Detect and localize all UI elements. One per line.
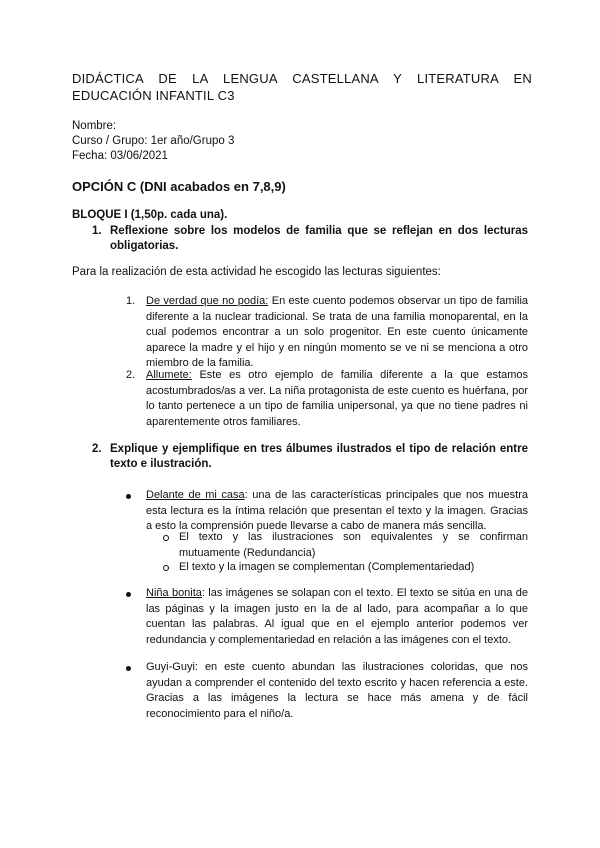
album-text (146, 488, 528, 535)
student-meta (72, 119, 234, 164)
name-line: Nombre: (72, 120, 117, 132)
question-number: 2. (92, 443, 102, 455)
album-item (126, 660, 528, 724)
album-body: : en este cuento abundan las ilustraciones coloridas, que nos ayudan a comprender el contenido del texto escrito y hacen referencia a este. Gracias a las imágenes la lectura se hace más amena y de fácil reconocimiento para el niño/a. (146, 661, 528, 720)
album-title: Guyi-Guyi (146, 661, 195, 673)
album-text (146, 586, 528, 648)
reading-body: Este es otro ejemplo de familia diferente a la que estamos acostumbrados/as a ver. La niña protagonista de este cuento es huérfana, por lo tanto pertenece a un tipo de familia unipersonal, ya que no tiene padres ni aparentemente otros familiares. (146, 369, 528, 428)
bullet-icon (126, 666, 131, 671)
date-line: Fecha: 03/06/2021 (72, 150, 168, 162)
question-number: 1. (92, 225, 102, 237)
album-item (126, 586, 528, 650)
reading-item (126, 294, 529, 369)
item-number: 2. (126, 369, 136, 381)
question-2 (92, 442, 528, 474)
reading-item (126, 368, 528, 432)
intro-paragraph: Para la realización de esta actividad he escogido las lecturas siguientes: (72, 266, 441, 278)
sub-point-text: El texto y las ilustraciones son equivalentes y se confirman mutuamente (Redundancia) (179, 531, 528, 559)
album-body: : una de las características principales que nos muestra esta lectura es la íntima relación que presentan el texto y la imagen. Gracias a esto la comprensión puede llevarse a cabo de manera más sencilla. (146, 489, 528, 532)
question-text: Reflexione sobre los modelos de familia que se reflejan en dos lecturas obligatorias. (110, 225, 528, 252)
album-title: Delante de mi casa (146, 489, 245, 501)
reading-title: Allumete: (146, 369, 192, 381)
course-line: Curso / Grupo: 1er año/Grupo 3 (72, 135, 235, 147)
question-text: Explique y ejemplifique en tres álbumes ilustrados el tipo de relación entre texto e ilustración. (110, 443, 528, 470)
sub-point-text: El texto y la imagen se complementan (Complementariedad) (179, 561, 475, 573)
album-text (146, 660, 528, 722)
sub-point (163, 560, 528, 576)
album-item (126, 488, 528, 536)
item-number: 1. (126, 295, 136, 307)
album-body: : las imágenes se solapan con el texto. El texto se sitúa en una de las páginas y la imagen justo en la de al lado, para acompañar a lo que cuentan las palabras. Al igual que en el ejemplo anterior podemos ver redundancia y complementariedad en relación a las imágenes con el texto. (146, 587, 528, 646)
reading-body: En este cuento podemos observar un tipo de familia diferente a la nuclear tradicional. Se trata de una familia monoparental, en la cual podemos encontrar a un solo progenitor. En este cuento únicamente aparece la madre y el hijo y en ningún momento se ve ni se menciona a otro miembro de la familia. (146, 295, 529, 369)
album-title: Niña bonita (146, 587, 202, 599)
circle-bullet-icon (163, 535, 169, 541)
option-heading: OPCIÓN C (DNI acabados en 7,8,9) (72, 179, 286, 194)
reading-text (146, 294, 528, 372)
reading-text (146, 368, 528, 430)
circle-bullet-icon (163, 565, 169, 571)
block-heading: BLOQUE I (1,50p. cada una). (72, 209, 228, 221)
document-title: DIDÁCTICA DE LA LENGUA CASTELLANA Y LITERATURA EN EDUCACIÓN INFANTIL C3 (72, 71, 532, 103)
sub-point (163, 530, 528, 562)
reading-title: De verdad que no podía: (146, 295, 269, 307)
bullet-icon (126, 592, 131, 597)
bullet-icon (126, 494, 131, 499)
question-1 (92, 224, 528, 256)
